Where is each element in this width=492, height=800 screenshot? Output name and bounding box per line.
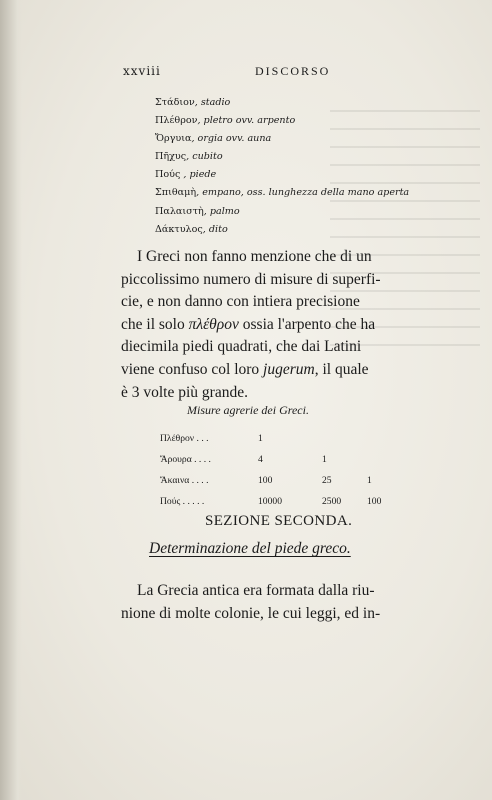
table-row: Ἄκαινα . . . . 100 25 1 xyxy=(160,475,372,486)
list-item: Ὄργυια, orgia ovv. auna xyxy=(155,133,272,145)
binding-gutter xyxy=(0,0,22,800)
table-row: Πούς . . . . . 10000 2500 100 xyxy=(160,496,382,507)
table-row: Ἄρουρα . . . . 4 1 xyxy=(160,454,327,465)
text-line: che il solo πλέθρον ossia l'arpento che ha xyxy=(121,315,376,333)
list-item: Παλαιστὴ, palmo xyxy=(155,205,240,217)
text-line: viene confuso col loro jugerum, il quale xyxy=(121,360,369,378)
section-title: SEZIONE SECONDA. xyxy=(205,513,353,529)
list-item: Πούς , piede xyxy=(155,169,217,181)
agrarian-measures-table xyxy=(160,428,400,512)
measures-list xyxy=(155,94,475,239)
page-number: xxviii xyxy=(123,64,161,78)
running-title: DISCORSO xyxy=(255,64,331,78)
text-line: La Grecia antica era formata dalla riu- xyxy=(137,582,375,599)
text-line: nione di molte colonie, le cui leggi, ed in- xyxy=(121,604,381,622)
subsection-title: Determinazione del piede greco. xyxy=(149,540,351,557)
list-item: Πλέθρον, pletro ovv. arpento xyxy=(155,115,296,127)
text-line: è 3 volte più grande. xyxy=(121,383,248,401)
paragraph-greek-surface-measures xyxy=(121,246,381,404)
text-line: piccolissimo numero di misure di superfi- xyxy=(121,270,381,288)
list-item: Σπιθαμὴ, empano, oss. lunghezza della mano aperta xyxy=(155,187,410,199)
table-row: Πλέθρον . . . 1 xyxy=(160,433,263,444)
latin-word: jugerum xyxy=(263,360,315,378)
text-line: cie, e non danno con intiera precisione xyxy=(121,293,360,311)
list-item: Δάκτυλος, dito xyxy=(155,223,228,235)
paragraph-ancient-greece xyxy=(121,580,381,625)
list-item: Στάδιον, stadio xyxy=(155,97,231,108)
table-caption: Misure agrerie dei Greci. xyxy=(187,403,309,417)
text-line: diecimila piedi quadrati, che dai Latini xyxy=(121,338,362,356)
text-line: I Greci non fanno menzione che di un xyxy=(137,248,372,265)
list-item: Πῆχυς, cubito xyxy=(155,151,223,163)
greek-word: πλέθρον xyxy=(188,315,239,333)
